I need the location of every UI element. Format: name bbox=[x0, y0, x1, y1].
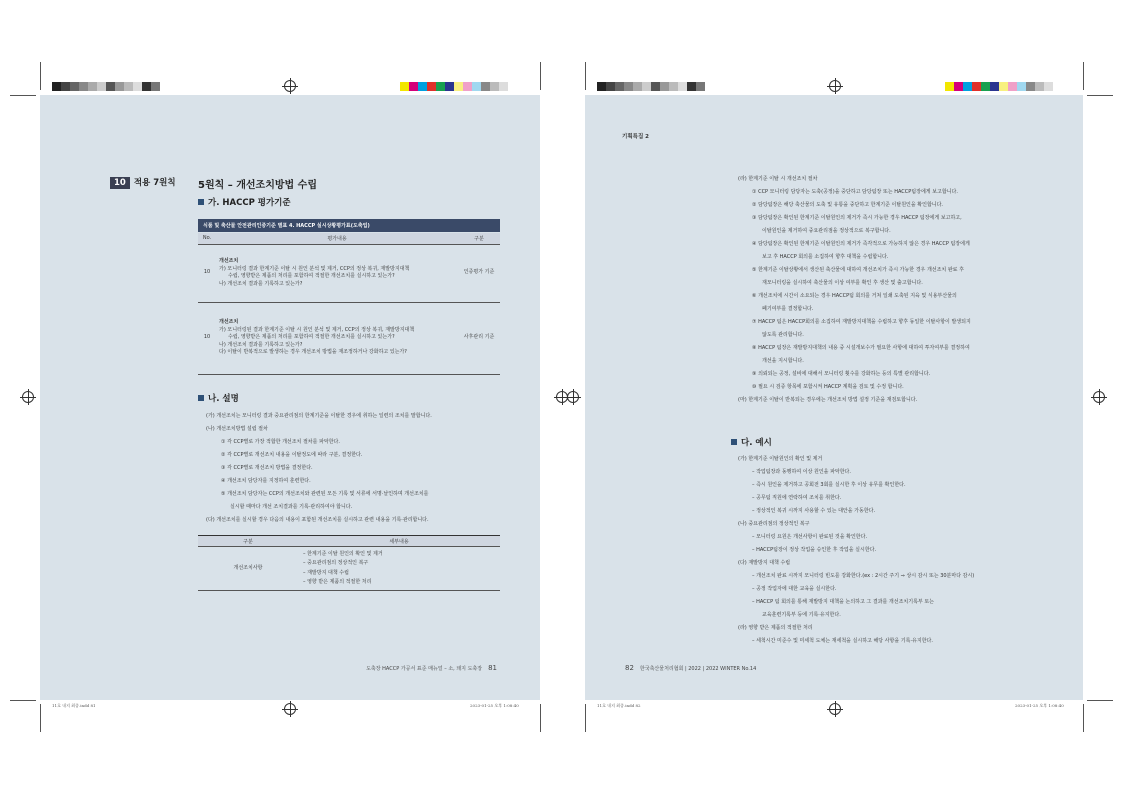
detail-item: – 영향 받은 제품의 적절한 처리 bbox=[303, 578, 372, 585]
section-heading-da bbox=[731, 436, 772, 448]
procedure-line: 폐기여부를 결정합니다. bbox=[762, 306, 814, 312]
table-row bbox=[198, 244, 500, 302]
table-header: 평가내용 bbox=[216, 233, 458, 244]
section-heading-ga bbox=[198, 196, 291, 208]
row-title: 개선조치 bbox=[219, 258, 239, 264]
example-line: – 모니터링 요원은 개선사항이 완료된 것을 확인한다. bbox=[752, 534, 868, 540]
explanation-line: 실시할 때마다 개선 조치결과를 기록·관리하여야 합니다. bbox=[230, 504, 353, 510]
evaluation-table bbox=[198, 233, 500, 375]
table-header: 구분 bbox=[458, 233, 500, 244]
gray-color-bar-right bbox=[597, 82, 705, 91]
procedure-line: 보고 후 HACCP 회의를 소집하여 향후 대책을 수립합니다. bbox=[762, 254, 889, 260]
row-line: 수립, 영향받은 제품의 처리를 포함하여 적절한 개선조치를 실시하고 있는가? bbox=[228, 334, 395, 341]
procedure-line: ⑥ 개선조치에 시간이 소요되는 경우 HACCP팀 회의를 거쳐 일쇄 도축된 지육 및 식용부산물의 bbox=[752, 293, 957, 299]
table-cell-content bbox=[216, 302, 458, 374]
section-heading-na bbox=[198, 392, 239, 404]
table-cell-details bbox=[298, 547, 500, 591]
example-line: 교육훈련기록부 등에 기록·유지한다. bbox=[762, 612, 841, 618]
slug-right-date: 2023-01-25 오후 1:08:40 bbox=[1015, 703, 1064, 708]
section-heading-na-label: 나. 설명 bbox=[208, 394, 239, 404]
bullet-square-icon bbox=[198, 395, 204, 401]
example-line: – 공무팀 직원에 연락하여 조치를 취한다. bbox=[752, 495, 842, 501]
example-line: (나) 중요관리점의 정상적인 복구 bbox=[738, 521, 810, 527]
explanation-line: ⑤ 개선조치 담당자는 CCP의 개선조치와 관련된 모든 기록 및 서류에 서명·날인하며 개선조치를 bbox=[221, 491, 429, 497]
procedure-line: 이탈원인을 제거하여 중요관리점을 정상적으로 복구합니다. bbox=[762, 228, 891, 234]
example-line: – 개선조치 완료 시까지 모니터링 빈도를 강화한다.(ex : 2시간 주기 ⇒ 상시 감시 또는 30분마다 감시) bbox=[752, 573, 975, 579]
section-heading-ga-label: 가. HACCP 평가기준 bbox=[208, 198, 291, 208]
table-header: 구분 bbox=[198, 536, 298, 547]
example-line: (라) 영향 받은 제품의 적절한 처리 bbox=[738, 625, 813, 631]
table-cell-gubun: 사후관리 기준 bbox=[458, 302, 500, 374]
procedure-line: ⑤ 한계기준 이탈상황에서 생산된 축산물에 대하여 개선조치가 즉시 가능한 경우 개선조치 완료 후 bbox=[752, 267, 964, 273]
section-tag bbox=[110, 176, 176, 189]
example-line: – 세척시간 미준수 및 미세척 도체는 재세척을 실시하고 해당 사항을 기록·유지한다. bbox=[752, 638, 933, 644]
procedure-line: ③ 담당팀장은 확인된 한계기준 이탈원인의 제거가 즉시 가능한 경우 HACCP 팀장에게 보고하고, bbox=[752, 215, 962, 221]
page-number: 81 bbox=[488, 664, 497, 672]
example-line: (가) 한계기준 이탈원인의 확인 및 제거 bbox=[738, 456, 823, 462]
procedure-line: (마) 한계기준 이탈이 반복되는 경우에는 개선조치 방법 설정 기준을 재검토합니다. bbox=[738, 397, 918, 403]
table-row bbox=[198, 302, 500, 374]
registration-mark bbox=[829, 703, 841, 715]
row-line: 나) 개선조치 결과를 기록하고 있는가? bbox=[219, 341, 303, 348]
row-line: 수립, 영향받은 제품의 처리를 포함하여 적절한 개선조치를 실시하고 있는가? bbox=[228, 273, 395, 279]
procedure-line: (라) 한계기준 이탈 시 개선조치 절차 bbox=[738, 176, 818, 182]
explanation-line: (가) 개선조치는 모니터링 결과 중요관리점의 한계기준을 이탈한 경우에 취하는 일련의 조치를 말합니다. bbox=[206, 413, 432, 419]
procedure-line: ⑩ 필요 시 검증 항목에 포함시켜 HACCP 계획을 검토 및 수정 합니다. bbox=[752, 384, 904, 390]
detail-item: – 한계기준 이탈 원인의 확인 및 제거 bbox=[303, 551, 383, 557]
explanation-line: (다) 개선조치를 실시할 경우 다음의 내용이 포함된 개선조치를 실시하고 관련 내용을 기록·관리합니다. bbox=[206, 517, 429, 523]
example-line: – 작업팀장과 동행하여 이상 원인을 파악한다. bbox=[752, 469, 851, 475]
table-cell-no: 10 bbox=[198, 302, 216, 374]
table-header-row bbox=[198, 536, 500, 547]
table-header-row bbox=[198, 233, 500, 244]
detail-item: – 중요관리점의 정상적인 복구 bbox=[303, 560, 369, 567]
table-header: No. bbox=[198, 233, 216, 244]
row-line: 다) 이탈이 반복적으로 발생하는 경우 개선조치 방법을 재조정하거나 강화하고 있는가? bbox=[219, 349, 407, 356]
table-cell-gubun: 인증평가 기준 bbox=[458, 244, 500, 302]
footer-left bbox=[366, 664, 497, 672]
registration-mark bbox=[567, 391, 579, 403]
slug-left-date: 2023-01-25 오후 1:08:40 bbox=[470, 703, 519, 708]
slug-left-file: 11호 내지 최종.indd 81 bbox=[52, 703, 96, 708]
cmyk-color-bar-left bbox=[400, 82, 508, 91]
row-line: 가) 모니터링 결과 한계기준 이탈 시 원인 분석 및 제거, CCP의 정상 복귀, 재발방지대책 bbox=[219, 265, 410, 272]
procedure-line: ⑧ HACCP 팀장은 재발방지대책의 내용 중 시설개보수가 필요한 사항에 대하여 투자여부를 결정하여 bbox=[752, 345, 970, 351]
registration-mark bbox=[284, 80, 296, 92]
footer-right bbox=[625, 664, 756, 672]
table-caption: 식품 및 축산물 안전관리인증기준 별표 4. HACCP 실시상황평가표(도축업) bbox=[198, 219, 500, 232]
bullet-square-icon bbox=[731, 439, 737, 445]
page-number: 82 bbox=[625, 664, 634, 672]
example-line: – 즉시 원인을 제거하고 공회전 3회를 실시한 후 이상 유무를 확인한다. bbox=[752, 482, 906, 488]
procedure-line: 재모니터링을 실시하여 축산물의 이상 여부를 확인 후 생산 및 출고합니다. bbox=[762, 280, 923, 286]
bullet-square-icon bbox=[198, 199, 204, 205]
table-cell-no: 10 bbox=[198, 244, 216, 302]
example-line: – 정상적인 복귀 시까지 사용할 수 있는 대안을 가동한다. bbox=[752, 508, 876, 514]
footer-text: 도축장 HACCP 가공서 표준 매뉴얼 – 소, 돼지 도축장 bbox=[366, 666, 483, 672]
section-tag-label: 적용 7원칙 bbox=[133, 178, 176, 188]
explanation-line: ② 각 CCP별로 개선조치 내용을 이탈정도에 따라 구분, 결정한다. bbox=[221, 452, 363, 458]
page-title: 5원칙 – 개선조치방법 수립 bbox=[198, 180, 318, 191]
registration-mark bbox=[284, 703, 296, 715]
registration-mark bbox=[1093, 391, 1105, 403]
procedure-line: 않도록 관리합니다. bbox=[762, 332, 804, 338]
page-header: 기획특집 2 bbox=[622, 134, 649, 140]
table-cell-content bbox=[216, 244, 458, 302]
example-line: – HACCP팀장이 정상 작업을 승인한 후 작업을 실시한다. bbox=[752, 547, 877, 553]
registration-mark bbox=[829, 80, 841, 92]
table-header: 세부내용 bbox=[298, 536, 500, 547]
procedure-line: ⑨ 의뢰되는 공정, 설비에 대해서 모니터링 횟수를 강화하는 등의 특별 관리합니다. bbox=[752, 371, 931, 377]
explanation-line: ④ 개선조치 담당자를 지정하여 훈련한다. bbox=[221, 478, 311, 484]
registration-mark bbox=[22, 391, 34, 403]
section-heading-da-label: 다. 예시 bbox=[741, 438, 772, 448]
slug-right-file: 11호 내지 최종.indd 82 bbox=[597, 703, 641, 708]
row-line: 나) 개선조치 결과를 기록하고 있는가? bbox=[219, 280, 303, 287]
detail-item: – 재발방지 대책 수립 bbox=[303, 569, 349, 576]
example-line: (다) 재발방지 대책 수립 bbox=[738, 560, 791, 566]
table-row bbox=[198, 547, 500, 591]
gray-color-bar-left bbox=[52, 82, 160, 91]
explanation-line: (나) 개선조치방법 설립 절차 bbox=[206, 426, 268, 432]
corrective-action-table bbox=[198, 535, 500, 591]
explanation-line: ③ 각 CCP별로 개선조치 방법을 결정한다. bbox=[221, 465, 313, 471]
row-title: 개선조치 bbox=[219, 319, 239, 326]
example-line: – 공정 작업자에 대한 교육을 실시한다. bbox=[752, 586, 837, 592]
section-number: 10 bbox=[110, 177, 130, 189]
footer-text: 한국축산물처리협회 | 2022 | 2022 WINTER No.14 bbox=[639, 666, 757, 672]
example-line: – HACCP 팀 회의를 통해 재발방지 대책을 논의하고 그 결과를 개선조치기록부 또는 bbox=[752, 599, 934, 605]
procedure-line: ④ 담당팀장은 확인된 한계기준 이탈원인의 제거가 즉각적으로 가능하지 않은 경우 HACCP 팀장에게 bbox=[752, 241, 970, 247]
procedure-line: ① CCP 모니터링 담당자는 도축(공정)을 중단하고 담당팀장 또는 HACCP팀장에게 보고합니다. bbox=[752, 189, 958, 195]
procedure-line: 개선을 지시합니다. bbox=[762, 358, 804, 364]
row-line: 가) 모니터링된 결과 한계기준 이탈 시 원인 분석 및 제거, CCP의 정상 복귀, 재발방지대책 bbox=[219, 326, 415, 333]
explanation-line: ① 각 CCP별로 가장 적합한 개선조치 절차를 파악한다. bbox=[221, 439, 340, 445]
table-cell-gubun: 개선조치사항 bbox=[198, 547, 298, 591]
procedure-line: ⑦ HACCP 팀은 HACCP회의를 소집하여 재발방지대책을 수립하고 향후 동일한 이탈사항이 발생되지 bbox=[752, 319, 971, 325]
cmyk-color-bar-right bbox=[945, 82, 1053, 91]
procedure-line: ② 담당팀장은 해당 축산물의 도축 및 유통을 중단하고 한계기준 이탈원인을 확인합니다. bbox=[752, 202, 944, 208]
